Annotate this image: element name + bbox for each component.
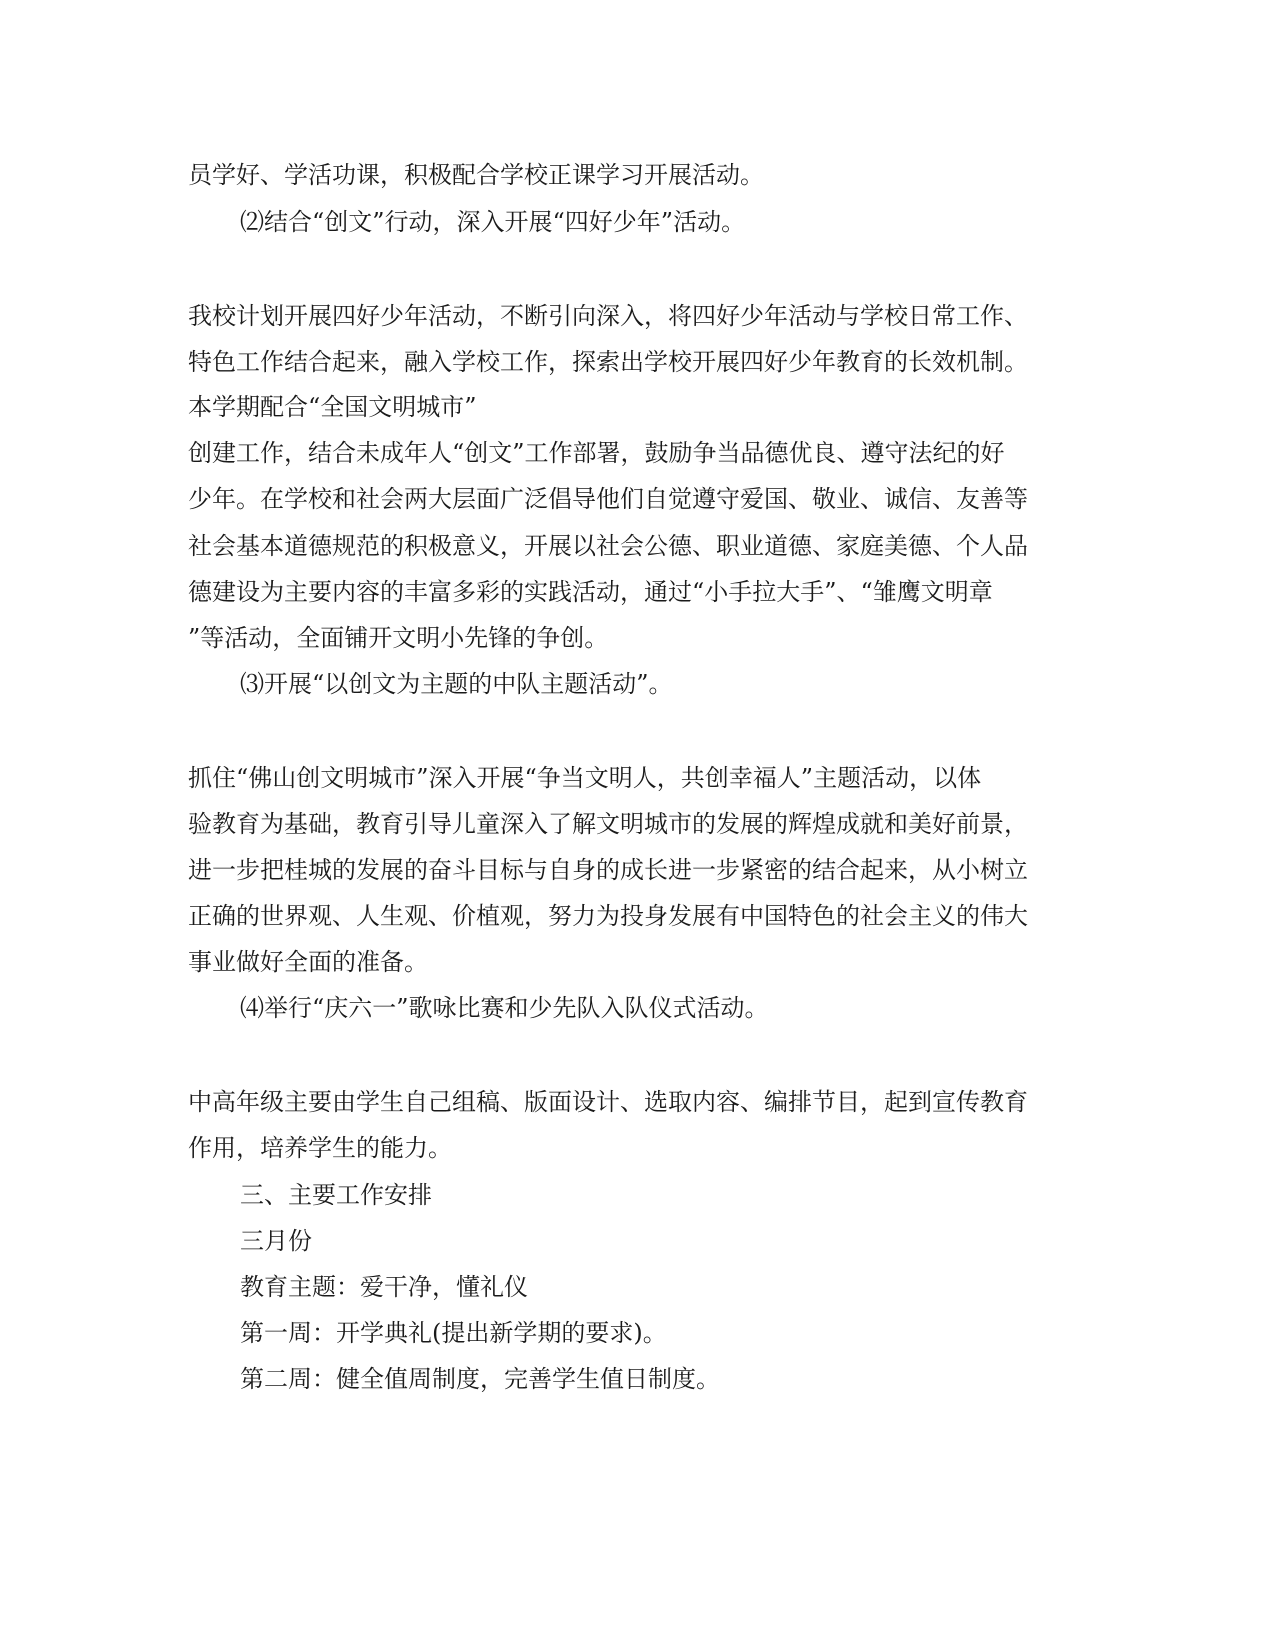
text-line-18: 中高年级主要由学生自己组稿、版面设计、选取内容、编排节目，起到宣传教育 <box>188 1088 1028 1116</box>
text-line-6: 创建工作，结合未成年人“创文”工作部署，鼓励争当品德优良、遵守法纪的好 <box>188 439 1005 467</box>
text-line-9: 德建设为主要内容的丰富多彩的实践活动，通过“小手拉大手”、“雏鹰文明章 <box>188 578 993 606</box>
subheading-2: ⑵结合“创文”行动，深入开展“四好少年”活动。 <box>240 208 746 236</box>
text-line-7: 少年。在学校和社会两大层面广泛倡导他们自觉遵守爱国、敬业、诚信、友善等 <box>188 485 1028 513</box>
section-heading: 三、主要工作安排 <box>240 1181 432 1209</box>
text-line-13: 验教育为基础，教育引导儿童深入了解文明城市的发展的辉煌成就和美好前景， <box>188 810 1028 838</box>
week-1-item: 第一周：开学典礼(提出新学期的要求)。 <box>240 1319 667 1347</box>
text-line-16: 事业做好全面的准备。 <box>188 948 428 976</box>
text-line-8: 社会基本道德规范的积极意义，开展以社会公德、职业道德、家庭美德、个人品 <box>188 532 1028 560</box>
subheading-4: ⑷举行“庆六一”歌咏比赛和少先队入队仪式活动。 <box>240 994 769 1022</box>
education-theme: 教育主题：爱干净，懂礼仪 <box>240 1273 528 1301</box>
text-line-15: 正确的世界观、人生观、价植观，努力为投身发展有中国特色的社会主义的伟大 <box>188 902 1028 930</box>
text-line-5: 本学期配合“全国文明城市” <box>188 393 477 421</box>
week-2-item: 第二周：健全值周制度，完善学生值日制度。 <box>240 1365 720 1393</box>
text-line-10: ”等活动，全面铺开文明小先锋的争创。 <box>188 624 609 652</box>
text-line-12: 抓住“佛山创文明城市”深入开展“争当文明人，共创幸福人”主题活动，以体 <box>188 764 982 792</box>
subheading-3: ⑶开展“以创文为主题的中队主题活动”。 <box>240 670 673 698</box>
text-line-14: 进一步把桂城的发展的奋斗目标与自身的成长进一步紧密的结合起来，从小树立 <box>188 856 1028 884</box>
text-line-1: 员学好、学活功课，积极配合学校正课学习开展活动。 <box>188 161 764 189</box>
text-line-3: 我校计划开展四好少年活动，不断引向深入，将四好少年活动与学校日常工作、 <box>188 302 1028 330</box>
text-line-19: 作用，培养学生的能力。 <box>188 1134 452 1162</box>
month-heading: 三月份 <box>240 1227 312 1255</box>
text-line-4: 特色工作结合起来，融入学校工作，探索出学校开展四好少年教育的长效机制。 <box>188 348 1028 376</box>
